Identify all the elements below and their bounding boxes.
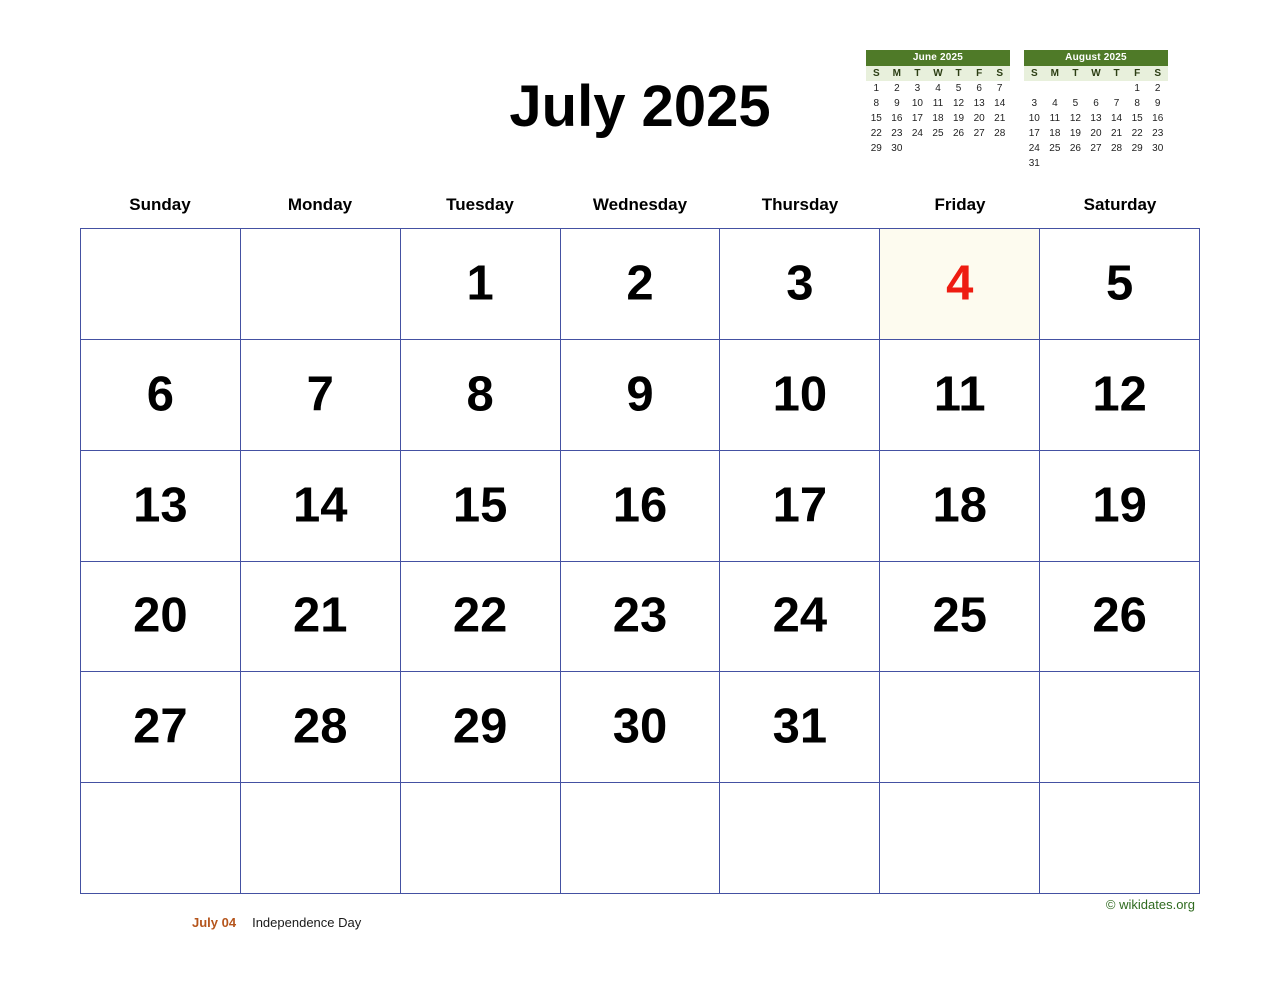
calendar-cell-day-24[interactable] [720,562,880,673]
day-number: 4 [946,256,974,311]
mini-day-8[interactable]: 8 [1134,98,1140,109]
calendar-cell-day-29[interactable] [401,672,561,783]
calendar-cell-day-17[interactable] [720,451,880,562]
calendar-cell-day-13[interactable] [81,451,241,562]
mini-day-14[interactable]: 14 [1111,113,1123,124]
calendar-cell-empty [401,783,561,894]
calendar-cell-empty [880,672,1040,783]
day-number: 2 [626,256,654,311]
mini-day-31[interactable]: 31 [1028,158,1040,169]
day-number: 26 [1092,588,1147,643]
calendar-cell-day-19[interactable] [1040,451,1200,562]
calendar-cell-day-28[interactable] [241,672,401,783]
mini-weekday: S [872,68,880,79]
mini-day-6[interactable]: 6 [976,83,982,94]
day-number: 9 [626,367,654,422]
mini-day-empty [1024,83,1045,95]
credit-link-label[interactable]: wikidates.org [1119,897,1195,912]
mini-day-21[interactable]: 21 [1111,128,1123,139]
day-number: 27 [133,699,188,754]
holiday-legend [192,915,361,930]
mini-day-13[interactable]: 13 [973,98,985,109]
mini-day-empty [1106,83,1127,95]
mini-day-empty [1086,83,1107,95]
mini-weekday: W [1091,68,1101,79]
mini-day-empty [1045,158,1066,170]
mini-day-empty [1045,83,1066,95]
mini-day-30[interactable]: 30 [1152,143,1164,154]
mini-day-2[interactable]: 2 [894,83,900,94]
mini-day-16[interactable]: 16 [1152,113,1164,124]
mini-weekday: S [996,68,1004,79]
mini-weekday: S [1030,68,1038,79]
mini-day-empty [1106,158,1127,170]
mini-day-23[interactable]: 23 [1152,128,1164,139]
weekday-header-friday: Friday [934,195,986,214]
mini-day-21[interactable]: 21 [994,113,1006,124]
mini-weekday: F [1134,68,1141,79]
day-number: 25 [932,588,987,643]
mini-day-empty [928,143,949,155]
weekday-header-wednesday: Wednesday [592,195,688,214]
site-credit[interactable] [1106,897,1195,912]
mini-month-weekday-row [866,66,1010,81]
calendar-cell-day-14[interactable] [241,451,401,562]
calendar-cell-day-27[interactable] [81,672,241,783]
day-number: 12 [1092,367,1147,422]
mini-day-18[interactable]: 18 [932,113,944,124]
mini-day-empty [1147,158,1168,170]
mini-day-16[interactable]: 16 [891,113,903,124]
calendar-cell-day-23[interactable] [561,562,721,673]
calendar-cell-empty [81,229,241,340]
day-number: 16 [612,478,668,533]
day-number: 7 [306,367,334,422]
calendar-cell-day-3[interactable] [720,229,880,340]
calendar-cell-empty [880,783,1040,894]
mini-month-title: August 2025 [1024,50,1168,66]
mini-day-18[interactable]: 18 [1049,128,1061,139]
mini-day-1[interactable]: 1 [1134,83,1140,94]
mini-day-9[interactable]: 9 [1154,98,1161,109]
calendar-cell-day-10[interactable] [720,340,880,451]
mini-day-28[interactable]: 28 [994,128,1006,139]
mini-day-17[interactable]: 17 [911,113,923,124]
holiday-legend-date: July 04 [192,915,237,930]
calendar-cell-day-7[interactable] [241,340,401,451]
day-number: 30 [612,699,668,754]
calendar-grid [80,228,1200,894]
mini-day-3[interactable]: 3 [1031,98,1038,109]
mini-day-17[interactable]: 17 [1028,128,1040,139]
mini-day-23[interactable]: 23 [891,128,903,139]
mini-weekday: T [1113,68,1120,79]
mini-day-12[interactable]: 12 [1069,113,1081,124]
weekday-header-tuesday: Tuesday [446,195,514,214]
calendar-cell-day-26[interactable] [1040,562,1200,673]
mini-day-empty [1065,158,1086,170]
calendar-cell-empty [81,783,241,894]
day-number: 8 [466,367,494,422]
mini-weekday: M [892,68,902,79]
mini-day-4[interactable]: 4 [935,83,941,94]
day-number: 10 [772,367,828,422]
day-number: 1 [466,256,494,311]
mini-weekday: T [1072,68,1079,79]
mini-weekday: M [1050,68,1060,79]
mini-weekday: F [976,68,983,79]
calendar-cell-day-25[interactable] [880,562,1040,673]
mini-day-29[interactable]: 29 [1131,143,1143,154]
calendar-cell-day-4[interactable] [880,229,1040,340]
mini-day-15[interactable]: 15 [1131,113,1143,124]
mini-day-9[interactable]: 9 [894,98,900,109]
calendar-cell-day-21[interactable] [241,562,401,673]
day-number: 5 [1105,256,1134,311]
mini-day-2[interactable]: 2 [1154,83,1161,94]
day-number: 6 [146,367,175,422]
calendar-cell-day-2[interactable] [561,229,721,340]
mini-day-28[interactable]: 28 [1111,143,1123,154]
mini-day-15[interactable]: 15 [870,113,882,124]
day-number: 19 [1092,478,1147,533]
mini-day-14[interactable]: 14 [994,98,1006,109]
mini-day-7[interactable]: 7 [1113,98,1120,109]
mini-month-grid [866,81,1010,155]
mini-day-30[interactable]: 30 [891,143,903,154]
mini-day-12[interactable]: 12 [953,98,965,109]
mini-day-24[interactable]: 24 [911,128,923,139]
calendar-cell-day-30[interactable] [561,672,721,783]
mini-day-4[interactable]: 4 [1052,98,1058,109]
mini-day-8[interactable]: 8 [873,98,880,109]
calendar-cell-day-11[interactable] [880,340,1040,451]
day-number: 21 [293,588,348,643]
weekday-header-sunday: Sunday [129,195,191,214]
mini-day-empty [989,143,1010,155]
mini-day-27[interactable]: 27 [973,128,985,139]
day-number: 18 [932,478,987,533]
mini-day-7[interactable]: 7 [996,83,1003,94]
calendar-cell-day-16[interactable] [561,451,721,562]
day-number: 22 [452,588,508,643]
weekday-header-saturday: Saturday [1083,195,1157,214]
day-number: 13 [133,478,188,533]
calendar-cell-empty [1040,783,1200,894]
mini-month-title: June 2025 [866,50,1010,66]
calendar-cell-day-5[interactable] [1040,229,1200,340]
calendar-cell-day-18[interactable] [880,451,1040,562]
calendar-cell-empty [1040,672,1200,783]
day-number: 20 [133,588,188,643]
copyright-icon: © [1105,897,1116,912]
mini-day-22[interactable]: 22 [1131,128,1143,139]
weekday-header-thursday: Thursday [761,195,839,214]
mini-day-6[interactable]: 6 [1093,98,1099,109]
calendar-cell-empty [241,229,401,340]
weekday-header-monday: Monday [287,195,353,214]
mini-month-weekday-row [1024,66,1168,81]
mini-day-empty [1127,158,1148,170]
mini-weekday: W [933,68,943,79]
mini-day-25[interactable]: 25 [1049,143,1061,154]
mini-day-1[interactable]: 1 [873,83,880,94]
day-number: 24 [772,588,828,643]
day-number: 14 [293,478,348,533]
mini-month-august [1024,50,1168,170]
mini-day-26[interactable]: 26 [1069,143,1081,154]
mini-day-11[interactable]: 11 [932,98,944,109]
page-title: July 2025 [509,74,771,139]
calendar-cell-day-31[interactable] [720,672,880,783]
mini-day-20[interactable]: 20 [1090,128,1102,139]
day-number: 15 [452,478,508,533]
mini-day-13[interactable]: 13 [1090,113,1102,124]
day-number: 31 [772,699,828,754]
day-number: 29 [452,699,508,754]
mini-day-20[interactable]: 20 [973,113,985,124]
calendar-cell-empty [561,783,721,894]
calendar-cell-day-8[interactable] [401,340,561,451]
mini-day-empty [969,143,990,155]
mini-weekday: S [1154,68,1162,79]
mini-day-empty [1065,83,1086,95]
calendar-cell-day-20[interactable] [81,562,241,673]
mini-day-27[interactable]: 27 [1090,143,1102,154]
mini-day-5[interactable]: 5 [955,83,962,94]
mini-day-3[interactable]: 3 [914,83,921,94]
mini-day-11[interactable]: 11 [1049,113,1061,124]
mini-day-empty [1086,158,1107,170]
day-number: 23 [612,588,668,643]
mini-month-june [866,50,1010,170]
calendar-cell-day-6[interactable] [81,340,241,451]
calendar-cell-day-1[interactable] [401,229,561,340]
calendar-cell-day-15[interactable] [401,451,561,562]
mini-weekday: T [955,68,962,79]
holiday-legend-name: Independence Day [252,915,362,930]
calendar-cell-day-9[interactable] [561,340,721,451]
mini-day-5[interactable]: 5 [1072,98,1079,109]
calendar-cell-empty [241,783,401,894]
day-number: 11 [933,367,986,422]
day-number: 17 [772,478,828,533]
mini-day-25[interactable]: 25 [932,128,944,139]
calendar-header [0,0,1280,190]
mini-day-empty [907,143,928,155]
mini-day-22[interactable]: 22 [870,128,882,139]
mini-months-container [866,50,1168,170]
mini-day-19[interactable]: 19 [1069,128,1081,139]
mini-day-29[interactable]: 29 [870,143,882,154]
mini-day-19[interactable]: 19 [953,113,965,124]
weekday-header-row [80,195,1200,223]
day-number: 28 [293,699,348,754]
mini-weekday: T [914,68,921,79]
mini-day-10[interactable]: 10 [911,98,923,109]
mini-month-grid [1024,81,1168,170]
calendar-cell-day-22[interactable] [401,562,561,673]
mini-day-24[interactable]: 24 [1028,143,1040,154]
mini-day-empty [948,143,969,155]
calendar-cell-empty [720,783,880,894]
mini-day-26[interactable]: 26 [953,128,965,139]
day-number: 3 [786,256,814,311]
calendar-cell-day-12[interactable] [1040,340,1200,451]
mini-day-10[interactable]: 10 [1028,113,1040,124]
